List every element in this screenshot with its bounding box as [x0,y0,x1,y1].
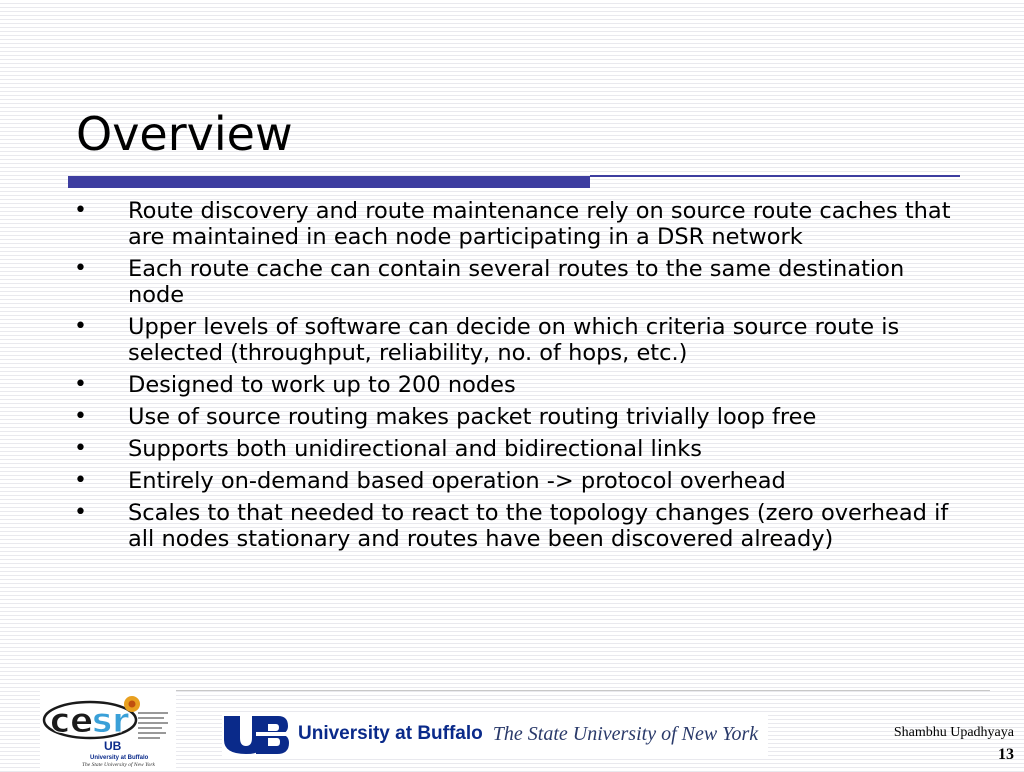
cesr-logo-icon [40,690,176,768]
ub-mark-icon [222,712,290,756]
bullet-item [72,256,952,308]
bullet-icon: • [74,314,87,339]
title-underline-rule [590,175,960,177]
slide-title: Overview [76,107,293,161]
page-number: 13 [998,746,1014,763]
bullet-icon: • [74,500,87,525]
bullet-item [72,468,952,494]
bullet-icon: • [74,372,87,397]
bullet-icon: • [74,436,87,461]
cesr-logo [40,690,176,768]
bullet-icon: • [74,256,87,281]
author-name: Shambhu Upadhyaya [893,725,1014,740]
ub-logo [222,712,768,756]
ub-name: University at Buffalo [298,723,483,744]
bullet-text: Use of source routing makes packet routing trivially loop free [128,404,817,430]
bullet-item [72,500,952,552]
bullet-item [72,314,952,366]
svg-text:UB: UB [104,739,122,753]
bullet-text: Scales to that needed to react to the topology changes (zero overhead if all nodes stationary and routes have been discovered already) [128,500,949,552]
bullet-text: Upper levels of software can decide on which criteria source route is selected (throughput, reliability, no. of hops, etc.) [128,314,900,366]
svg-text:sr: sr [92,701,130,741]
bullet-text: Route discovery and route maintenance rely on source route caches that are maintained in each node participating in a DSR network [128,198,951,250]
bullet-icon: • [74,468,87,493]
bullet-icon: • [74,404,87,429]
cesr-caption-2: The State University of New York [82,762,155,768]
bullet-text: Supports both unidirectional and bidirectional links [128,436,702,462]
ub-subtitle: The State University of New York [492,722,759,745]
bullet-item [72,372,952,398]
bullet-text: Entirely on-demand based operation -> protocol overhead [128,468,786,494]
bullet-list [72,198,952,558]
bullet-item [72,404,952,430]
svg-text:ce: ce [50,701,94,741]
bullet-icon: • [74,198,87,223]
title-underline-bar [68,176,590,188]
cesr-caption-1: University at Buffalo [90,755,149,761]
bullet-item [72,198,952,250]
bullet-item [72,436,952,462]
footer-divider [174,690,990,691]
bullet-text: Designed to work up to 200 nodes [128,372,516,398]
bullet-text: Each route cache can contain several routes to the same destination node [128,256,905,308]
